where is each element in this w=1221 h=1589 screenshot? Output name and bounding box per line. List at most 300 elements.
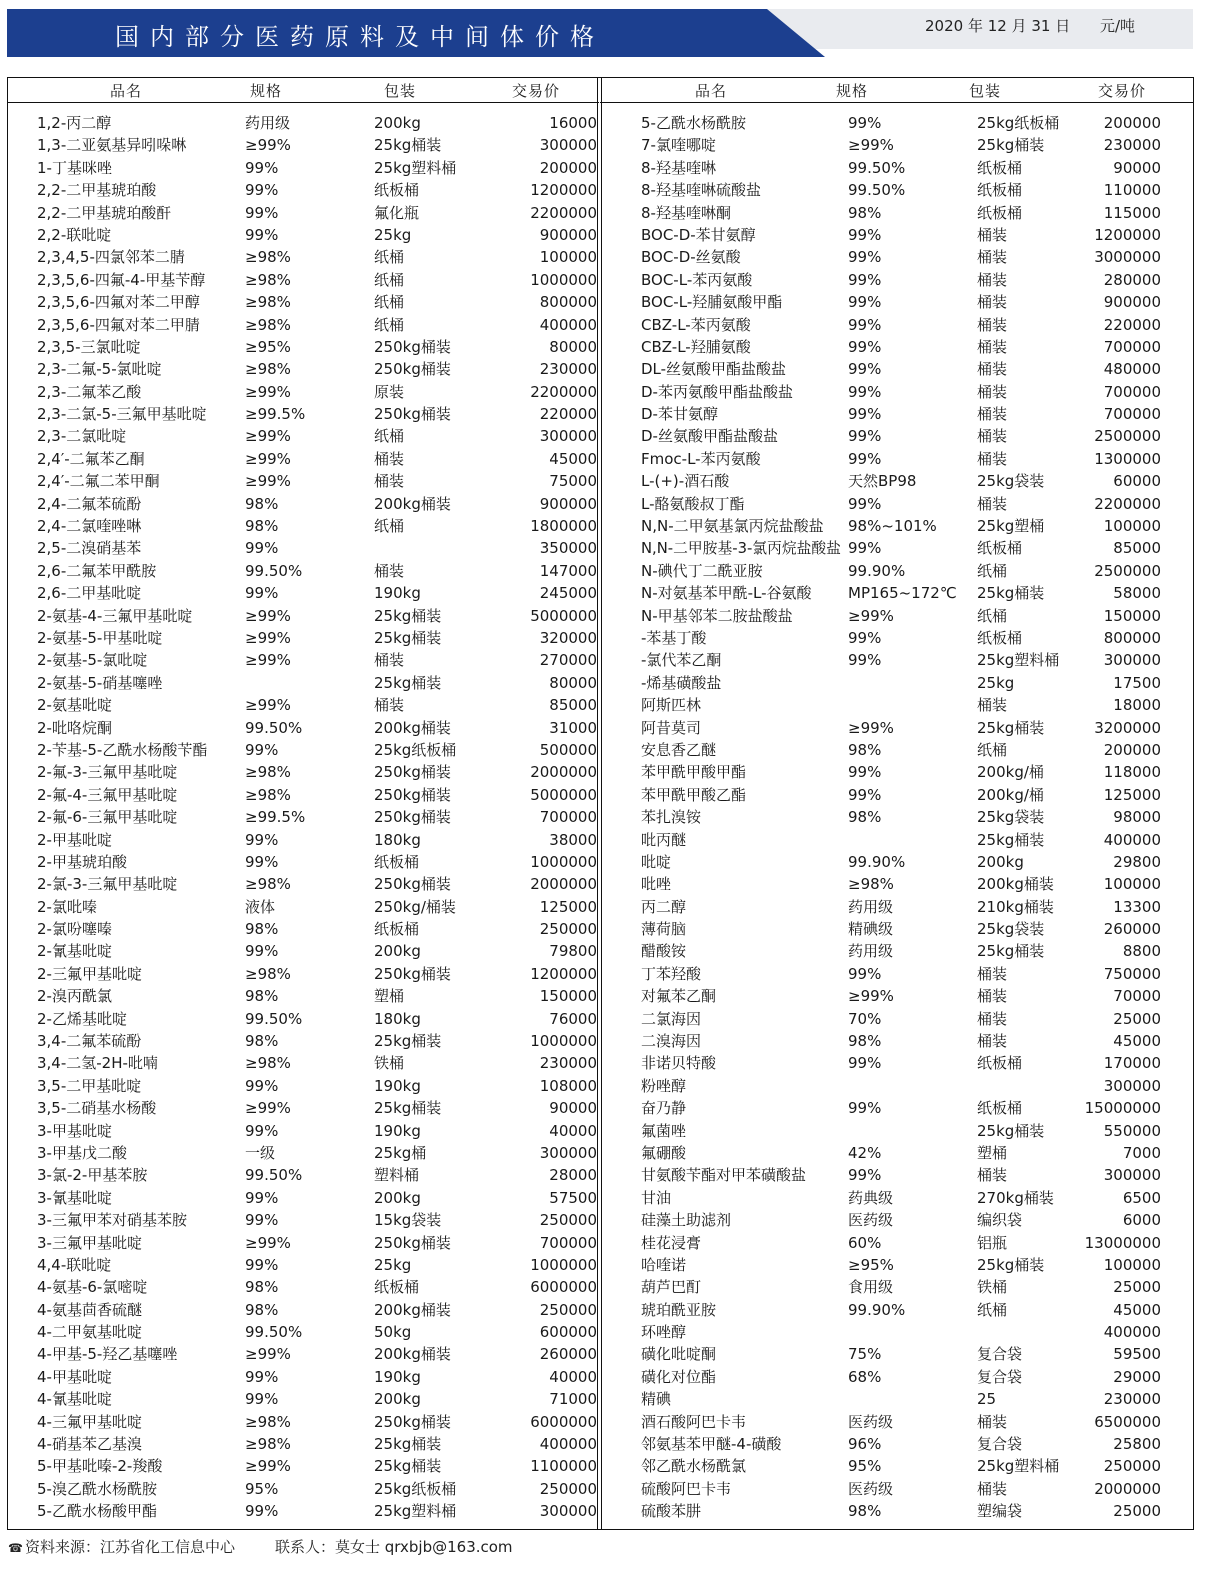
product-name-cell: 氟菌唑: [641, 1121, 687, 1140]
spec-cell: 99%: [848, 360, 882, 379]
product-name-cell: L-(+)-酒石酸: [641, 472, 730, 491]
price-cell: 25000: [1113, 1278, 1161, 1297]
price-cell: 17500: [1113, 673, 1161, 692]
packaging-cell: 纸板桶: [374, 852, 420, 871]
table-row: [641, 1075, 1221, 1097]
product-name-cell: 3,4-二氢-2H-吡喃: [37, 1054, 158, 1073]
table-row: [641, 515, 1221, 537]
table-row: [37, 314, 627, 336]
price-cell: 400000: [539, 315, 597, 334]
product-name-cell: 哈喹诺: [641, 1255, 687, 1274]
product-name-cell: D-苯丙氨酸甲酯盐酸盐: [641, 382, 793, 401]
product-name-cell: 2-氟-4-三氟甲基吡啶: [37, 785, 178, 804]
product-name-cell: 吡唑: [641, 875, 672, 894]
product-name-cell: 醋酸铵: [641, 942, 687, 961]
product-name-cell: 磺化对位酯: [641, 1367, 717, 1386]
packaging-cell: 复合袋: [977, 1435, 1023, 1454]
spec-cell: 98%: [245, 987, 279, 1006]
price-cell: 700000: [539, 808, 597, 827]
price-cell: 28000: [549, 1166, 597, 1185]
price-cell: 1200000: [530, 964, 597, 983]
price-cell: 80000: [549, 673, 597, 692]
table-row: [641, 963, 1221, 985]
packaging-cell: 纸桶: [374, 517, 405, 536]
left-price-table: [37, 112, 627, 1523]
product-name-cell: 2,3-二氟苯乙酸: [37, 382, 142, 401]
spec-cell: ≥99%: [245, 1457, 291, 1476]
packaging-cell: 250kg桶装: [374, 360, 451, 379]
packaging-cell: 塑料桶: [374, 1166, 420, 1185]
product-name-cell: 2,3,5-三氯吡啶: [37, 337, 141, 356]
price-cell: 1200000: [530, 181, 597, 200]
packaging-cell: 200kg桶装: [374, 1300, 451, 1319]
product-name-cell: 7-氯喹哪啶: [641, 136, 716, 155]
page-title: 国内部分医药原料及中间体价格: [115, 23, 605, 51]
spec-cell: 98%: [245, 1278, 279, 1297]
packaging-cell: 50kg: [374, 1323, 412, 1342]
packaging-cell: 25kg纸板桶: [374, 1479, 457, 1498]
price-cell: 900000: [539, 225, 597, 244]
product-name-cell: 2,2-联吡啶: [37, 225, 112, 244]
spec-cell: 医药级: [848, 1412, 894, 1431]
price-cell: 15000000: [1084, 1099, 1161, 1118]
price-cell: 6000000: [530, 1278, 597, 1297]
packaging-cell: 桶装: [977, 293, 1008, 312]
spec-cell: 99%: [848, 405, 882, 424]
spec-cell: ≥95%: [848, 1255, 894, 1274]
product-name-cell: L-酪氨酸叔丁酯: [641, 494, 745, 513]
table-row: [641, 1008, 1221, 1030]
packaging-cell: 纸桶: [977, 1300, 1008, 1319]
price-cell: 270000: [539, 651, 597, 670]
packaging-cell: 纸板桶: [374, 181, 420, 200]
product-name-cell: 2,3-二氯-5-三氟甲基吡啶: [37, 405, 207, 424]
product-name-cell: 2,6-二甲基吡啶: [37, 584, 142, 603]
packaging-cell: 纸板桶: [977, 628, 1023, 647]
table-row: [641, 1254, 1221, 1276]
table-row: [37, 627, 627, 649]
price-cell: 200000: [1103, 114, 1161, 132]
table-row: [641, 1411, 1221, 1433]
table-row: [37, 202, 627, 224]
product-name-cell: 二溴海因: [641, 1032, 702, 1051]
packaging-cell: 25kg桶装: [977, 136, 1045, 155]
spec-cell: 99%: [848, 1099, 882, 1118]
spec-cell: ≥98%: [245, 293, 291, 312]
spec-cell: ≥99%: [245, 472, 291, 491]
spec-cell: ≥98%: [245, 360, 291, 379]
right-header-price: 交易价: [1098, 82, 1147, 100]
spec-cell: 99.90%: [848, 561, 906, 580]
packaging-cell: 250kg桶装: [374, 405, 451, 424]
table-row: [37, 224, 627, 246]
product-name-cell: -氯代苯乙酮: [641, 651, 722, 670]
product-name-cell: 非诺贝特酸: [641, 1054, 717, 1073]
table-row: [37, 1142, 627, 1164]
product-name-cell: D-丝氨酸甲酯盐酸盐: [641, 427, 778, 446]
packaging-cell: 25kg塑料桶: [977, 1457, 1060, 1476]
spec-cell: ≥98%: [245, 1435, 291, 1454]
price-cell: 230000: [539, 1054, 597, 1073]
table-row: [37, 1343, 627, 1365]
spec-cell: ≥98%: [245, 270, 291, 289]
table-row: [641, 537, 1221, 559]
table-row: [37, 246, 627, 268]
price-cell: 2200000: [530, 203, 597, 222]
price-cell: 700000: [1103, 405, 1161, 424]
price-cell: 550000: [1103, 1121, 1161, 1140]
spec-cell: ≥99%: [848, 136, 894, 155]
product-name-cell: 3,5-二甲基吡啶: [37, 1076, 142, 1095]
table-row: [641, 873, 1221, 895]
table-row: [37, 358, 627, 380]
spec-cell: 99%: [848, 337, 882, 356]
packaging-cell: 25kg纸板桶: [977, 114, 1060, 132]
packaging-cell: 200kg桶装: [374, 494, 451, 513]
price-cell: 800000: [1103, 628, 1161, 647]
product-name-cell: 3-甲基戊二酸: [37, 1143, 127, 1162]
product-name-cell: 2-氟-3-三氟甲基吡啶: [37, 763, 178, 782]
price-cell: 125000: [1103, 785, 1161, 804]
spec-cell: 99.50%: [848, 181, 906, 200]
product-name-cell: -苯基丁酸: [641, 628, 707, 647]
table-row: [37, 694, 627, 716]
spec-cell: ≥99%: [245, 449, 291, 468]
product-name-cell: 2-氯-3-三氟甲基吡啶: [37, 875, 178, 894]
packaging-cell: 桶装: [977, 360, 1008, 379]
packaging-cell: 纸板桶: [977, 158, 1023, 177]
packaging-cell: 25kg桶装: [374, 136, 442, 155]
table-row: [37, 649, 627, 671]
spec-cell: 99%: [245, 1390, 279, 1409]
packaging-cell: 25kg桶装: [977, 830, 1045, 849]
packaging-cell: 桶装: [977, 964, 1008, 983]
price-cell: 2200000: [1094, 494, 1161, 513]
product-name-cell: 2-氨基吡啶: [37, 696, 112, 715]
table-row: [641, 739, 1221, 761]
table-row: [641, 694, 1221, 716]
product-name-cell: 2,3,5,6-四氟-4-甲基苄醇: [37, 270, 206, 289]
product-name-cell: 苯扎溴铵: [641, 808, 702, 827]
table-row: [641, 1097, 1221, 1119]
packaging-cell: 桶装: [374, 561, 405, 580]
product-name-cell: 2-氨基-5-氯吡啶: [37, 651, 148, 670]
product-name-cell: 2-氰基吡啶: [37, 942, 112, 961]
spec-cell: ≥95%: [245, 337, 291, 356]
table-row: [641, 649, 1221, 671]
spec-cell: 99%: [245, 181, 279, 200]
product-name-cell: 硅藻土助滤剂: [641, 1211, 732, 1230]
spec-cell: 95%: [245, 1479, 279, 1498]
product-name-cell: 4-甲基吡啶: [37, 1367, 112, 1386]
packaging-cell: 250kg桶装: [374, 964, 451, 983]
footer-source: 资料来源：江苏省化工信息中心: [24, 1538, 235, 1556]
packaging-cell: 25kg袋装: [977, 920, 1045, 939]
spec-cell: 99%: [848, 382, 882, 401]
price-cell: 750000: [1103, 964, 1161, 983]
price-cell: 300000: [1103, 1076, 1161, 1095]
price-cell: 900000: [1103, 293, 1161, 312]
packaging-cell: 25kg桶装: [374, 1032, 442, 1051]
product-name-cell: 2-甲基琥珀酸: [37, 852, 127, 871]
table-row: [641, 358, 1221, 380]
spec-cell: 98%: [245, 1300, 279, 1319]
packaging-cell: 桶装: [977, 405, 1008, 424]
packaging-cell: 桶装: [977, 427, 1008, 446]
price-cell: 90000: [1113, 158, 1161, 177]
price-cell: 1200000: [1094, 225, 1161, 244]
price-cell: 2000000: [530, 763, 597, 782]
product-name-cell: BOC-L-苯丙氨酸: [641, 270, 753, 289]
price-cell: 45000: [1113, 1032, 1161, 1051]
left-header-pack: 包装: [384, 82, 417, 100]
price-cell: 3000000: [1094, 248, 1161, 267]
packaging-cell: 纸桶: [374, 427, 405, 446]
packaging-cell: 200kg/桶: [977, 763, 1044, 782]
packaging-cell: 桶装: [977, 494, 1008, 513]
price-cell: 29800: [1113, 852, 1161, 871]
packaging-cell: 200kg: [977, 852, 1024, 871]
table-row: [37, 672, 627, 694]
product-name-cell: 3-三氟甲基吡啶: [37, 1233, 142, 1252]
product-name-cell: 邻氨基苯甲醚-4-磺酸: [641, 1435, 782, 1454]
product-name-cell: D-苯甘氨醇: [641, 405, 718, 424]
packaging-cell: 190kg: [374, 1076, 421, 1095]
product-name-cell: 吡啶: [641, 852, 672, 871]
table-row: [37, 1478, 627, 1500]
product-name-cell: BOC-D-丝氨酸: [641, 248, 741, 267]
price-cell: 1300000: [1094, 449, 1161, 468]
price-cell: 250000: [539, 920, 597, 939]
right-header-rule: [600, 102, 1194, 103]
spec-cell: 天然BP98: [848, 472, 917, 491]
price-cell: 1800000: [530, 517, 597, 536]
right-header-name: 品名: [695, 82, 728, 100]
table-row: [37, 1500, 627, 1522]
product-name-cell: 邻乙酰水杨酰氯: [641, 1457, 747, 1476]
price-cell: 300000: [539, 136, 597, 155]
spec-cell: 99%: [848, 449, 882, 468]
table-row: [37, 1097, 627, 1119]
packaging-cell: 桶装: [977, 1009, 1008, 1028]
product-name-cell: 4-氰基吡啶: [37, 1390, 112, 1409]
spec-cell: 60%: [848, 1233, 882, 1252]
table-row: [641, 582, 1221, 604]
spec-cell: 96%: [848, 1435, 882, 1454]
spec-cell: 99%: [245, 203, 279, 222]
packaging-cell: 25kg桶装: [374, 1457, 442, 1476]
spec-cell: 99%: [848, 539, 882, 558]
price-cell: 300000: [1103, 1166, 1161, 1185]
price-cell: 100000: [1103, 517, 1161, 536]
product-name-cell: 2-溴丙酰氯: [37, 987, 112, 1006]
spec-cell: 99%: [848, 248, 882, 267]
spec-cell: ≥98%: [245, 1054, 291, 1073]
packaging-cell: 25kg塑桶: [977, 517, 1045, 536]
product-name-cell: DL-丝氨酸甲酯盐酸盐: [641, 360, 787, 379]
product-name-cell: 2,4-二氯喹唑啉: [37, 517, 142, 536]
product-name-cell: 桂花浸膏: [641, 1233, 702, 1252]
packaging-cell: 桶装: [977, 270, 1008, 289]
packaging-cell: 纸板桶: [374, 920, 420, 939]
spec-cell: 99.50%: [245, 1166, 303, 1185]
price-cell: 150000: [539, 987, 597, 1006]
price-cell: 600000: [539, 1323, 597, 1342]
table-row: [37, 1321, 627, 1343]
spec-cell: ≥99%: [245, 1345, 291, 1364]
packaging-cell: 桶装: [977, 987, 1008, 1006]
price-cell: 250000: [539, 1479, 597, 1498]
product-name-cell: 2,3,5,6-四氟对苯二甲醇: [37, 293, 200, 312]
price-cell: 800000: [539, 293, 597, 312]
price-cell: 250000: [539, 1211, 597, 1230]
price-cell: 400000: [1103, 1323, 1161, 1342]
table-row: [641, 605, 1221, 627]
spec-cell: ≥99%: [245, 1099, 291, 1118]
product-name-cell: -烯基磺酸盐: [641, 673, 722, 692]
product-name-cell: 5-溴乙酰水杨酰胺: [37, 1479, 157, 1498]
packaging-cell: 25kg桶: [374, 1143, 427, 1162]
table-row: [641, 448, 1221, 470]
product-name-cell: 3,5-二硝基水杨酸: [37, 1099, 157, 1118]
product-name-cell: 2,2-二甲基琥珀酸: [37, 181, 157, 200]
table-row: [37, 403, 627, 425]
table-row: [641, 806, 1221, 828]
product-name-cell: 5-甲基吡嗪-2-羧酸: [37, 1457, 163, 1476]
product-name-cell: 2,3-二氟-5-氯吡啶: [37, 360, 162, 379]
price-cell: 57500: [549, 1188, 597, 1207]
price-cell: 3200000: [1094, 718, 1161, 737]
packaging-cell: 25kg塑料桶: [374, 158, 457, 177]
spec-cell: ≥99%: [245, 427, 291, 446]
right-price-table: [641, 112, 1221, 1523]
packaging-cell: 桶装: [977, 1479, 1008, 1498]
packaging-cell: 桶装: [374, 696, 405, 715]
product-name-cell: 8-羟基喹啉硫酸盐: [641, 181, 761, 200]
spec-cell: 99.90%: [848, 852, 906, 871]
product-name-cell: 2,3,5,6-四氟对苯二甲腈: [37, 315, 200, 334]
spec-cell: 99%: [245, 1367, 279, 1386]
packaging-cell: 复合袋: [977, 1367, 1023, 1386]
product-name-cell: 4-三氟甲基吡啶: [37, 1412, 142, 1431]
product-name-cell: 2-氨基-5-硝基噻唑: [37, 673, 163, 692]
table-row: [641, 560, 1221, 582]
table-row: [641, 1164, 1221, 1186]
table-row: [641, 179, 1221, 201]
product-name-cell: 葫芦巴酊: [641, 1278, 702, 1297]
packaging-cell: 纸板桶: [977, 203, 1023, 222]
table-row: [37, 157, 627, 179]
packaging-cell: 铁桶: [374, 1054, 405, 1073]
price-cell: 500000: [539, 740, 597, 759]
packaging-cell: 25kg桶装: [977, 718, 1045, 737]
product-name-cell: BOC-L-羟脯氨酸甲酯: [641, 293, 783, 312]
spec-cell: 98%~101%: [848, 517, 937, 536]
price-cell: 90000: [549, 1099, 597, 1118]
table-row: [37, 985, 627, 1007]
price-cell: 220000: [539, 405, 597, 424]
table-row: [37, 1276, 627, 1298]
product-name-cell: 2,4-二氟苯硫酚: [37, 494, 142, 513]
product-name-cell: N-对氨基苯甲酰-L-谷氨酸: [641, 584, 812, 603]
product-name-cell: 二氯海因: [641, 1009, 702, 1028]
table-row: [37, 761, 627, 783]
product-name-cell: 2,3-二氯吡啶: [37, 427, 127, 446]
price-cell: 59500: [1113, 1345, 1161, 1364]
packaging-cell: 200kg: [374, 114, 421, 132]
table-row: [641, 1455, 1221, 1477]
packaging-cell: 250kg/桶装: [374, 897, 456, 916]
product-name-cell: 精碘: [641, 1390, 672, 1409]
product-name-cell: 4-氨基-6-氯嘧啶: [37, 1278, 148, 1297]
packaging-cell: 纸桶: [977, 740, 1008, 759]
price-cell: 260000: [539, 1345, 597, 1364]
table-row: [641, 940, 1221, 962]
table-row: [641, 157, 1221, 179]
price-cell: 6500000: [1094, 1412, 1161, 1431]
product-name-cell: 5-乙酰水杨酸甲酯: [37, 1502, 157, 1521]
price-cell: 118000: [1103, 763, 1161, 782]
spec-cell: 99%: [245, 942, 279, 961]
table-row: [37, 873, 627, 895]
packaging-cell: 桶装: [977, 248, 1008, 267]
table-row: [37, 560, 627, 582]
packaging-cell: 250kg桶装: [374, 785, 451, 804]
price-cell: 125000: [539, 897, 597, 916]
packaging-cell: 塑桶: [374, 987, 405, 1006]
table-row: [641, 1276, 1221, 1298]
product-name-cell: 2-甲基吡啶: [37, 830, 112, 849]
product-name-cell: 苯甲酰甲酸甲酯: [641, 763, 747, 782]
packaging-cell: 25kg纸板桶: [374, 740, 457, 759]
product-name-cell: 2,5-二溴硝基苯: [37, 539, 142, 558]
packaging-cell: 塑桶: [977, 1143, 1008, 1162]
product-name-cell: 氟硼酸: [641, 1143, 687, 1162]
packaging-cell: 210kg桶装: [977, 897, 1054, 916]
price-cell: 80000: [549, 337, 597, 356]
product-name-cell: 4,4-联吡啶: [37, 1255, 112, 1274]
footer-contact: 联系人：莫女士 qrxbjb@163.com: [274, 1538, 513, 1556]
spec-cell: 99%: [245, 740, 279, 759]
spec-cell: 99%: [245, 852, 279, 871]
spec-cell: 75%: [848, 1345, 882, 1364]
table-row: [37, 940, 627, 962]
table-row: [37, 896, 627, 918]
packaging-cell: 桶装: [977, 1166, 1008, 1185]
price-cell: 115000: [1103, 203, 1161, 222]
spec-cell: 99%: [848, 763, 882, 782]
table-row: [641, 1187, 1221, 1209]
spec-cell: 精碘级: [848, 920, 894, 939]
packaging-cell: 180kg: [374, 830, 421, 849]
packaging-cell: 纸板桶: [977, 1054, 1023, 1073]
product-name-cell: 丁苯羟酸: [641, 964, 702, 983]
spec-cell: ≥99%: [848, 718, 894, 737]
product-name-cell: 3-氯-2-甲基苯胺: [37, 1166, 148, 1185]
price-cell: 230000: [1103, 136, 1161, 155]
packaging-cell: 200kg: [374, 1188, 421, 1207]
spec-cell: 95%: [848, 1457, 882, 1476]
price-cell: 230000: [1103, 1390, 1161, 1409]
right-header-pack: 包装: [969, 82, 1002, 100]
spec-cell: ≥99.5%: [245, 405, 306, 424]
product-name-cell: 安息香乙醚: [641, 740, 717, 759]
spec-cell: ≥99%: [245, 382, 291, 401]
packaging-cell: 25kg塑料桶: [977, 651, 1060, 670]
table-row: [641, 1388, 1221, 1410]
product-name-cell: 3,4-二氟苯硫酚: [37, 1032, 142, 1051]
product-name-cell: N-碘代丁二酰亚胺: [641, 561, 763, 580]
